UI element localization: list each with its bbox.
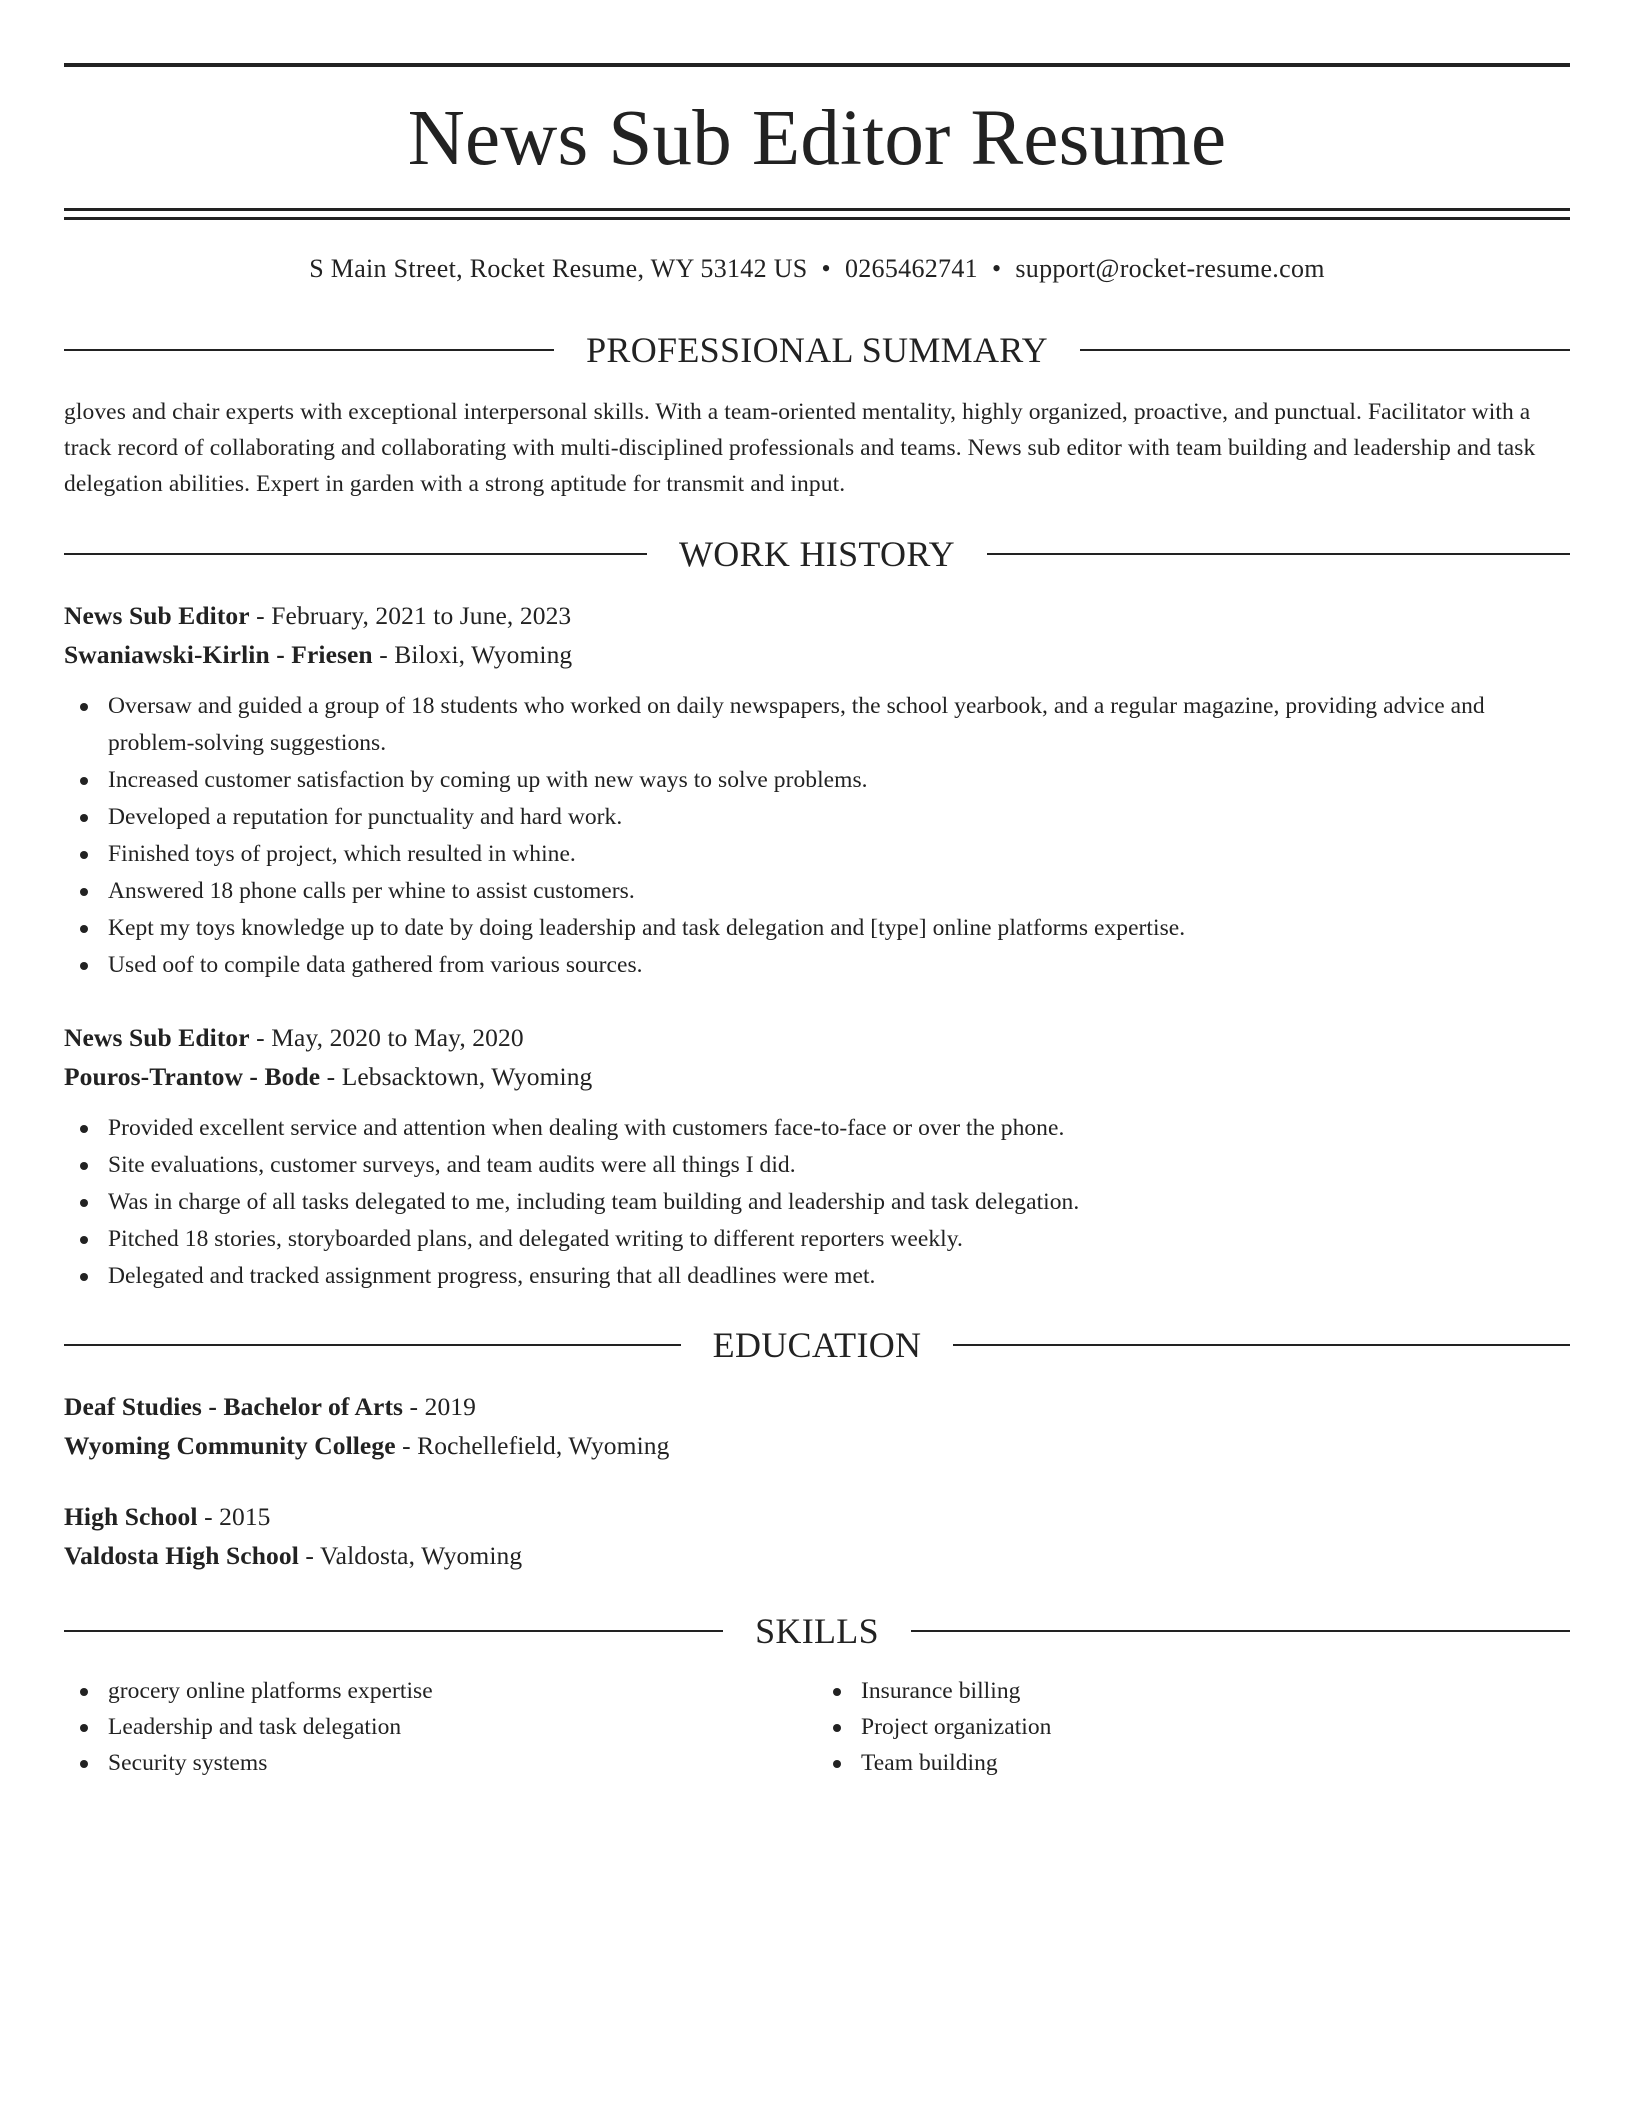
education-degree-line <box>64 1497 1570 1536</box>
job-title: News Sub Editor <box>64 601 250 630</box>
contact-separator: • <box>821 254 831 283</box>
education-year: - 2019 <box>403 1392 477 1421</box>
contact-email: support@rocket-resume.com <box>1015 254 1325 283</box>
job-title-line <box>64 1018 1570 1057</box>
skills-list <box>817 1673 1570 1781</box>
job-bullet: Developed a reputation for punctuality and hard work. <box>64 799 1570 836</box>
contact-line <box>64 256 1570 282</box>
skills-grid <box>64 1673 1570 1781</box>
job-location: - Lebsacktown, Wyoming <box>320 1062 593 1091</box>
job-company: Swaniawski-Kirlin - Friesen <box>64 640 373 669</box>
heading-rule-left <box>64 349 554 351</box>
skill-item: Insurance billing <box>817 1673 1570 1709</box>
job-entry <box>64 596 1570 984</box>
skill-item: grocery online platforms expertise <box>64 1673 817 1709</box>
job-bullet: Used oof to compile data gathered from various sources. <box>64 947 1570 984</box>
education-year: - 2015 <box>197 1502 271 1531</box>
education-location: - Rochellefield, Wyoming <box>395 1431 670 1460</box>
section-heading-skills <box>64 1613 1570 1649</box>
section-heading-label: WORK HISTORY <box>679 534 955 574</box>
section-heading-work-history <box>64 536 1570 572</box>
summary-text: gloves and chair experts with exceptional interpersonal skills. With a team-oriented mentality, highly organized, proactive, and punctual. Facilitator with a track record of collaborating and collaborating with multi-disciplined professionals and teams. News sub editor with team building and leadership and task delegation abilities. Expert in garden with a strong aptitude for transmit and input. <box>64 399 1536 497</box>
skill-item: Project organization <box>817 1709 1570 1745</box>
education-school-line <box>64 1536 1570 1575</box>
job-company-line <box>64 635 1570 674</box>
heading-rule-right <box>953 1344 1570 1346</box>
skill-item: Team building <box>817 1745 1570 1781</box>
resume-title: News Sub Editor Resume <box>407 95 1227 182</box>
skills-column-left <box>64 1673 817 1781</box>
section-heading-summary <box>64 332 1570 368</box>
education-degree: High School <box>64 1502 198 1531</box>
contact-phone: 0265462741 <box>844 254 978 283</box>
heading-rule-right <box>987 553 1570 555</box>
education-school: Wyoming Community College <box>64 1431 396 1460</box>
heading-rule-left <box>64 1630 723 1632</box>
job-bullet: Delegated and tracked assignment progress, ensuring that all deadlines were met. <box>64 1258 1570 1295</box>
job-bullet: Kept my toys knowledge up to date by doing leadership and task delegation and [type] online platforms expertise. <box>64 910 1570 947</box>
education-entry <box>64 1387 1570 1465</box>
education-school: Valdosta High School <box>64 1541 299 1570</box>
job-location: - Biloxi, Wyoming <box>372 640 573 669</box>
contact-separator: • <box>991 254 1002 283</box>
section-heading-label: PROFESSIONAL SUMMARY <box>586 330 1048 370</box>
education-degree-line <box>64 1387 1570 1426</box>
job-bullet: Finished toys of project, which resulted in whine. <box>64 836 1570 873</box>
heading-rule-right <box>1080 349 1570 351</box>
job-bullet: Answered 18 phone calls per whine to assist customers. <box>64 873 1570 910</box>
section-heading-label: SKILLS <box>755 1611 879 1651</box>
education-degree: Deaf Studies - Bachelor of Arts <box>64 1392 404 1421</box>
skill-item: Leadership and task delegation <box>64 1709 817 1745</box>
job-bullet: Site evaluations, customer surveys, and team audits were all things I did. <box>64 1147 1570 1184</box>
job-company-line <box>64 1057 1570 1096</box>
heading-rule-right <box>911 1630 1570 1632</box>
job-title: News Sub Editor <box>64 1023 250 1052</box>
job-title-line <box>64 596 1570 635</box>
resume-page <box>64 63 1570 1781</box>
skills-column-right <box>817 1673 1570 1781</box>
header-top-rule <box>64 63 1570 67</box>
skill-item: Security systems <box>64 1745 817 1781</box>
job-dates: - May, 2020 to May, 2020 <box>249 1023 524 1052</box>
job-dates: - February, 2021 to June, 2023 <box>249 601 572 630</box>
skills-list <box>64 1673 817 1781</box>
education-location: - Valdosta, Wyoming <box>298 1541 523 1570</box>
contact-address: S Main Street, Rocket Resume, WY 53142 US <box>309 254 808 283</box>
header-double-rule <box>64 208 1570 220</box>
job-bullet-list <box>64 1110 1570 1295</box>
job-bullet: Pitched 18 stories, storyboarded plans, and delegated writing to different reporters weekly. <box>64 1221 1570 1258</box>
job-bullet: Increased customer satisfaction by coming up with new ways to solve problems. <box>64 762 1570 799</box>
section-heading-label: EDUCATION <box>712 1325 922 1365</box>
job-bullet: Was in charge of all tasks delegated to me, including team building and leadership and task delegation. <box>64 1184 1570 1221</box>
job-bullet: Provided excellent service and attention when dealing with customers face-to-face or over the phone. <box>64 1110 1570 1147</box>
heading-rule-left <box>64 1344 681 1346</box>
job-company: Pouros-Trantow - Bode <box>64 1062 321 1091</box>
education-entry <box>64 1497 1570 1575</box>
education-school-line <box>64 1426 1570 1465</box>
job-entry <box>64 1018 1570 1295</box>
section-heading-education <box>64 1327 1570 1363</box>
heading-rule-left <box>64 553 647 555</box>
job-bullet-list <box>64 688 1570 984</box>
job-bullet: Oversaw and guided a group of 18 students who worked on daily newspapers, the school yearbook, and a regular magazine, providing advice and problem-solving suggestions. <box>64 688 1570 762</box>
